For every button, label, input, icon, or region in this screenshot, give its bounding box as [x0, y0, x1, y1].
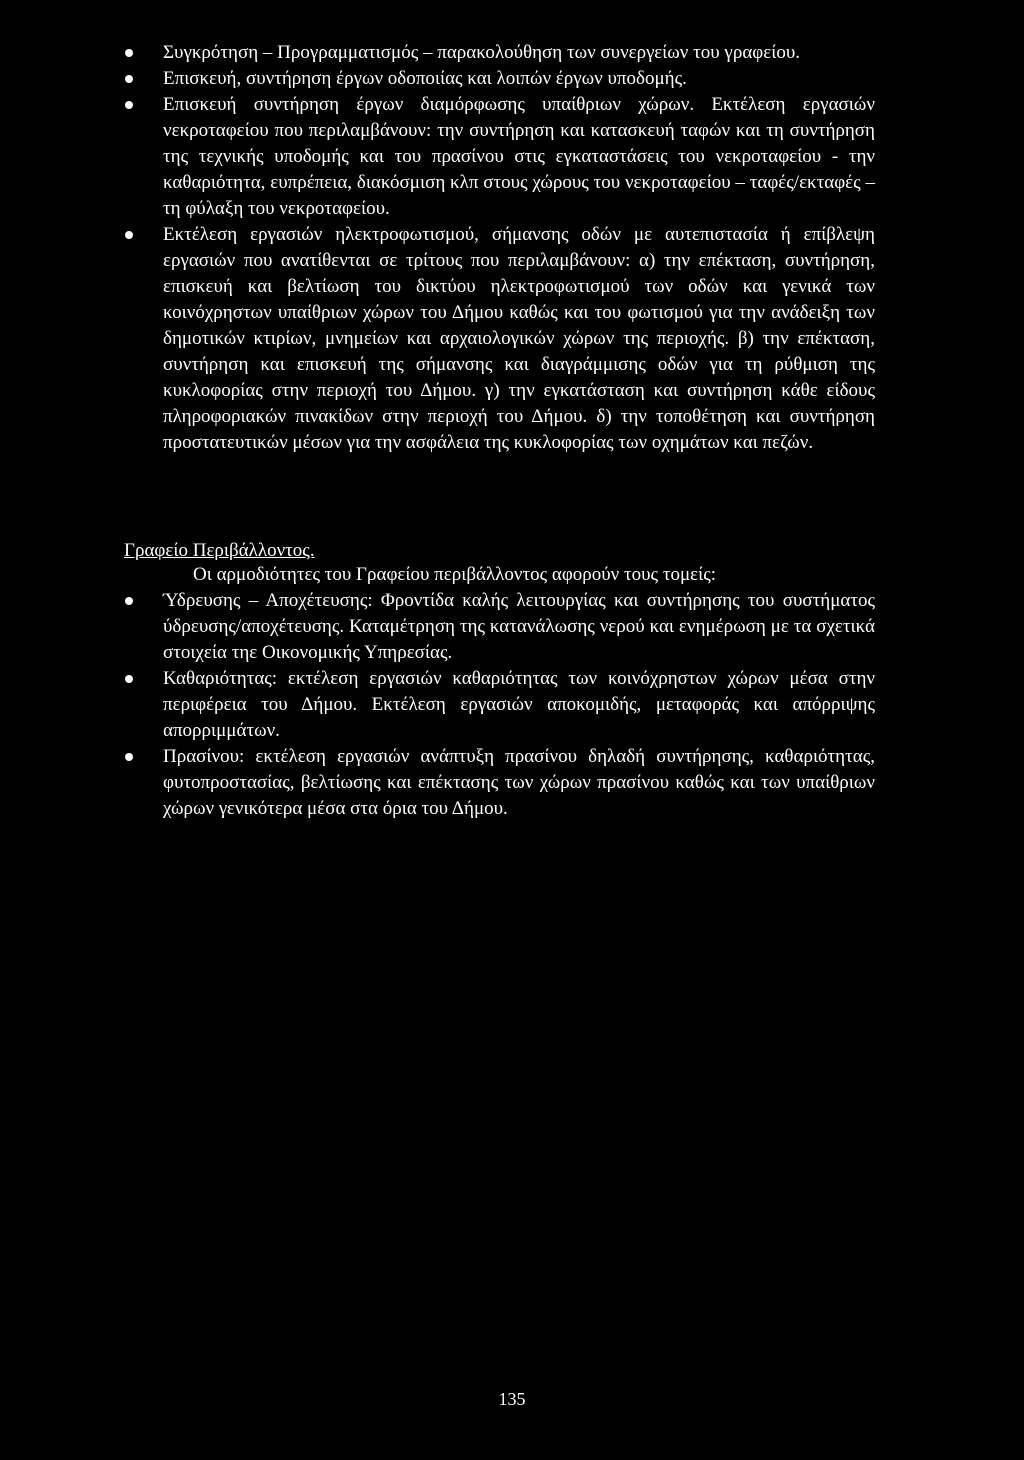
bullet-icon: [125, 675, 133, 683]
bullet-icon: [125, 753, 133, 761]
section-heading: Γραφείο Περιβάλλοντος.: [124, 540, 315, 561]
list-item: [163, 40, 875, 66]
page-number: 135: [498, 1389, 526, 1409]
list-item: [163, 92, 875, 222]
bullet-icon: [125, 75, 133, 83]
section-intro: Οι αρμοδιότητες του Γραφείου περιβάλλοντος αφορούν τους τομείς:: [193, 564, 717, 585]
list-item: [163, 66, 875, 92]
municipal-works-list: [163, 40, 875, 456]
list-item-text: Επισκευή συντήρηση έργων διαμόρφωσης υπαίθριων χώρων. Εκτέλεση εργασιών νεκροταφείου που περιλαμβάνουν: την συντήρηση και κατασκευή ταφών και τη συντήρηση της τεχνικής υποδομής και του πρασίνου στις εγκαταστάσεις του νεκροταφείου - την καθαριότητα, ευπρέπεια, διακόσμιση κλπ στους χώρους του νεκροταφείου – ταφές/εκταφές – τη φύλαξη του νεκροταφείου.: [163, 94, 875, 219]
list-item-text: Ύδρευσης – Αποχέτευσης: Φροντίδα καλής λειτουργίας και συντήρησης του συστήματος ύδρευσης/αποχέτευσης. Καταμέτρηση της κατανάλωσης νερού και ενημέρωση με τα σχετικά στοιχεία τηε Οικονομικής Υπηρεσίας.: [163, 590, 875, 663]
list-item-text: Συγκρότηση – Προγραμματισμός – παρακολούθηση των συνεργείων του γραφείου.: [163, 42, 800, 63]
list-item-text: Πρασίνου: εκτέλεση εργασιών ανάπτυξη πρασίνου δηλαδή συντήρησης, καθαριότητας, φυτοπροστασίας, βελτίωσης και επέκτασης των χώρων πρασίνου καθώς και των υπαίθριων χώρων γενικότερα μέσα στα όρια του Δήμου.: [163, 746, 875, 819]
list-item-text: Εκτέλεση εργασιών ηλεκτροφωτισμού, σήμανσης οδών με αυτεπιστασία ή επίβλεψη εργασιών που ανατίθενται σε τρίτους που περιλαμβάνουν: α) την επέκταση, συντήρηση, επισκευή και βελτίωση του δικτύου ηλεκτροφωτισμού των οδών και γενικά των κοινόχρηστων υπαίθριων χώρων του Δήμου καθώς και του φωτισμού για την ανάδειξη των δημοτικών κτιρίων, μνημείων και αρχαιολογικών χώρων της περιοχής. β) την επέκταση, συντήρηση και επισκευή της σήμανσης και διαγράμμισης οδών για τη ρύθμιση της κυκλοφορίας στην περιοχή του Δήμου. γ) την εγκατάσταση και συντήρηση κάθε είδους πληροφοριακών πινακίδων στην περιοχή του Δήμου. δ) την τοποθέτηση και συντήρηση προστατευτικών μέσων για την ασφάλεια της κυκλοφορίας των οχημάτων και πεζών.: [163, 224, 875, 453]
list-item: [163, 666, 875, 744]
list-item-text: Καθαριότητας: εκτέλεση εργασιών καθαριότητας των κοινόχρηστων χώρων μέσα στην περιφέρεια του Δήμου. Εκτέλεση εργασιών αποκομιδής, μεταφοράς και απόρριψης απορριμμάτων.: [163, 668, 875, 741]
list-item: [163, 588, 875, 666]
bullet-icon: [125, 49, 133, 57]
bullet-icon: [125, 101, 133, 109]
list-item: [163, 222, 875, 456]
environment-office-list: [163, 588, 875, 822]
bullet-icon: [125, 597, 133, 605]
list-item-text: Επισκευή, συντήρηση έργων οδοποιίας και λοιπών έργων υποδομής.: [163, 68, 687, 89]
list-item: [163, 744, 875, 822]
bullet-icon: [125, 231, 133, 239]
